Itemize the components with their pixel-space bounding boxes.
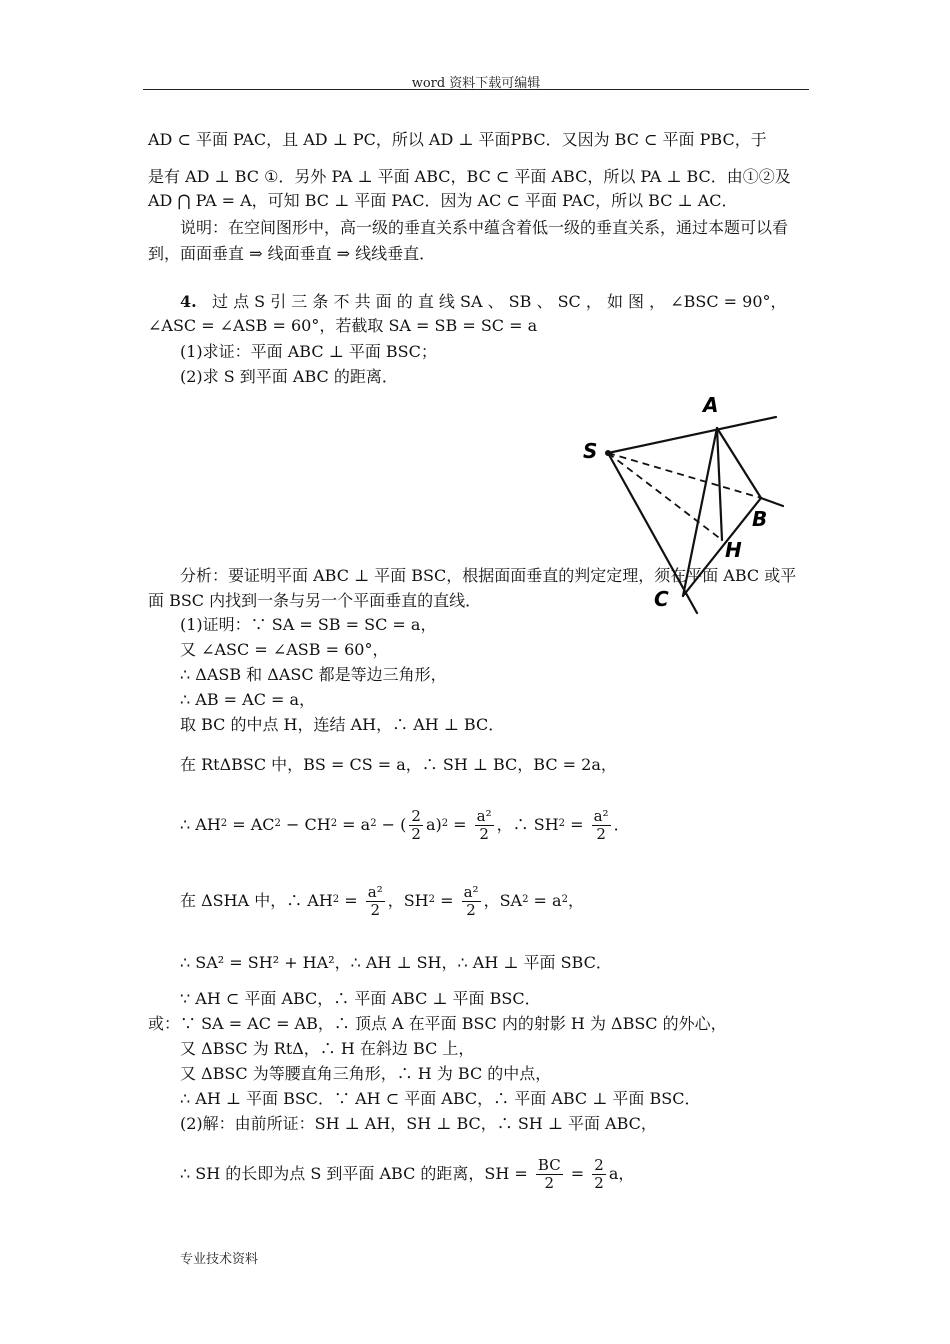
text-line-2: 是有 AD ⊥ BC ①．另外 PA ⊥ 平面 ABC，BC ⊂ 平面 ABC，所以 PA ⊥ BC．由①②及 [148,167,791,186]
alt-proof-line-3: 又 ΔBSC 为等腰直角三角形，∴ H 为 BC 的中点， [180,1064,552,1083]
question-1: (1)求证：平面 ABC ⊥ 平面 BSC； [180,342,437,361]
label-B: B [752,507,768,531]
dashed-SH [608,453,722,540]
analysis-line-1: 分析：要证明平面 ABC ⊥ 平面 BSC，根据面面垂直的判定定理，须在平面 ABC 或平 [180,566,797,585]
question-2: (2)求 S 到平面 ABC 的距离． [180,367,398,386]
text-line-5: 到，面面垂直 ⇒ 线面垂直 ⇒ 线线垂直． [148,244,436,263]
text-line-3: AD ⋂ PA = A，可知 BC ⊥ 平面 PAC．因为 AC ⊂ 平面 PAC，所以 BC ⊥ AC． [148,191,738,210]
equation-AH-squared: ∴ $AH^2 = AC^2 - CH^2 = a^2$ − ( $\frac{2}{2}$ a)$^2$ = $\frac{\text{a²}}{2}$ ，∴ $SH^2$ = $\frac{\text{a²}}{2}$ ． [180,807,630,843]
proof-line-1: (1)证明：∵ SA = SB = SC = a， [180,615,437,634]
proof-line-5: 取 BC 的中点 H，连结 AH，∴ AH ⊥ BC． [180,715,505,734]
alt-proof-line-4: ∴ AH ⊥ 平面 BSC．∵ AH ⊂ 平面 ABC，∴ 平面 ABC ⊥ 平面 BSC． [180,1089,701,1108]
label-H: H [725,538,742,562]
fraction-BC-over-2: $\frac{BC}{2}$ [537,1156,561,1192]
proof-line-6: 在 RtΔBSC 中，BS = CS = a，∴ SH ⊥ BC，BC = 2a， [180,755,617,774]
solution-line-1: (2)解：由前所证：SH ⊥ AH，SH ⊥ BC，∴ SH ⊥ 平面 ABC， [180,1114,657,1133]
proof-line-8: ∵ AH ⊂ 平面 ABC，∴ 平面 ABC ⊥ 平面 BSC． [180,989,541,1008]
label-C: C [654,587,669,611]
header-rule [143,89,809,90]
text-line-4: 说明：在空间图形中，高一级的垂直关系中蕴含着低一级的垂直关系，通过本题可以看 [180,218,789,237]
line-B-extension [761,498,783,506]
solution-line-2: ∴ SH 的长即为点 S 到平面 ABC 的距离，SH = $\frac{BC}{2}$ = $\frac{2}{2}$ a， [180,1156,635,1192]
line-AH [717,428,722,540]
page-footer: 专业技术资料 [180,1252,259,1267]
fraction-2-over-2: $\frac{2}{2}$ [411,807,421,843]
proof-line-4: ∴ AB = AC = a， [180,690,316,709]
alt-proof-line-1: 或：∵ SA = AC = AB，∴ 顶点 A 在平面 BSC 内的射影 H 为 ΔBSC 的外心， [148,1014,727,1033]
text-line-1: AD ⊂ 平面 PAC，且 AD ⊥ PC，所以 AD ⊥ 平面PBC．又因为 BC ⊂ 平面 PBC，于 [148,130,767,149]
analysis-line-2: 面 BSC 内找到一条与另一个平面垂直的直线． [148,591,482,610]
fraction-a2-over-2: $\frac{\text{a²}}{2}$ [593,807,609,843]
problem-number: 4. [180,292,197,311]
fraction-2-over-2: $\frac{2}{2}$ [594,1156,604,1192]
label-S: S [583,439,598,463]
line-SA-extended [608,417,776,453]
fraction-a2-over-2: $\frac{\text{a²}}{2}$ [476,807,492,843]
point-S [605,450,611,456]
proof-line-7: ∴ SA² = SH² + HA²，∴ AH ⊥ SH，∴ AH ⊥ 平面 SBC． [180,953,612,972]
problem-condition: ∠ASC = ∠ASB = 60°，若截取 SA = SB = SC = a [148,316,538,335]
proof-line-2: 又 ∠ASC = ∠ASB = 60°， [180,640,389,659]
fraction-a2-over-2: $\frac{\text{a²}}{2}$ [367,883,383,919]
label-A: A [703,393,719,417]
fraction-a2-over-2: $\frac{\text{a²}}{2}$ [463,883,479,919]
proof-line-3: ∴ ΔASB 和 ΔASC 都是等边三角形， [180,665,447,684]
problem-statement: 过 点 S 引 三 条 不 共 面 的 直 线 SA 、 SB 、 SC ， 如 图 ， ∠BSC = 90°， [212,292,787,311]
equation-SHA: 在 ΔSHA 中，∴ $AH^2$ = $\frac{\text{a²}}{2}$ ，$SH^2$ = $\frac{\text{a²}}{2}$ ，$SA^2 = a^2$， [180,883,584,919]
alt-proof-line-2: 又 ΔBSC 为 RtΔ，∴ H 在斜边 BC 上， [180,1039,475,1058]
page-header: word 资料下载可编辑 [411,76,541,91]
